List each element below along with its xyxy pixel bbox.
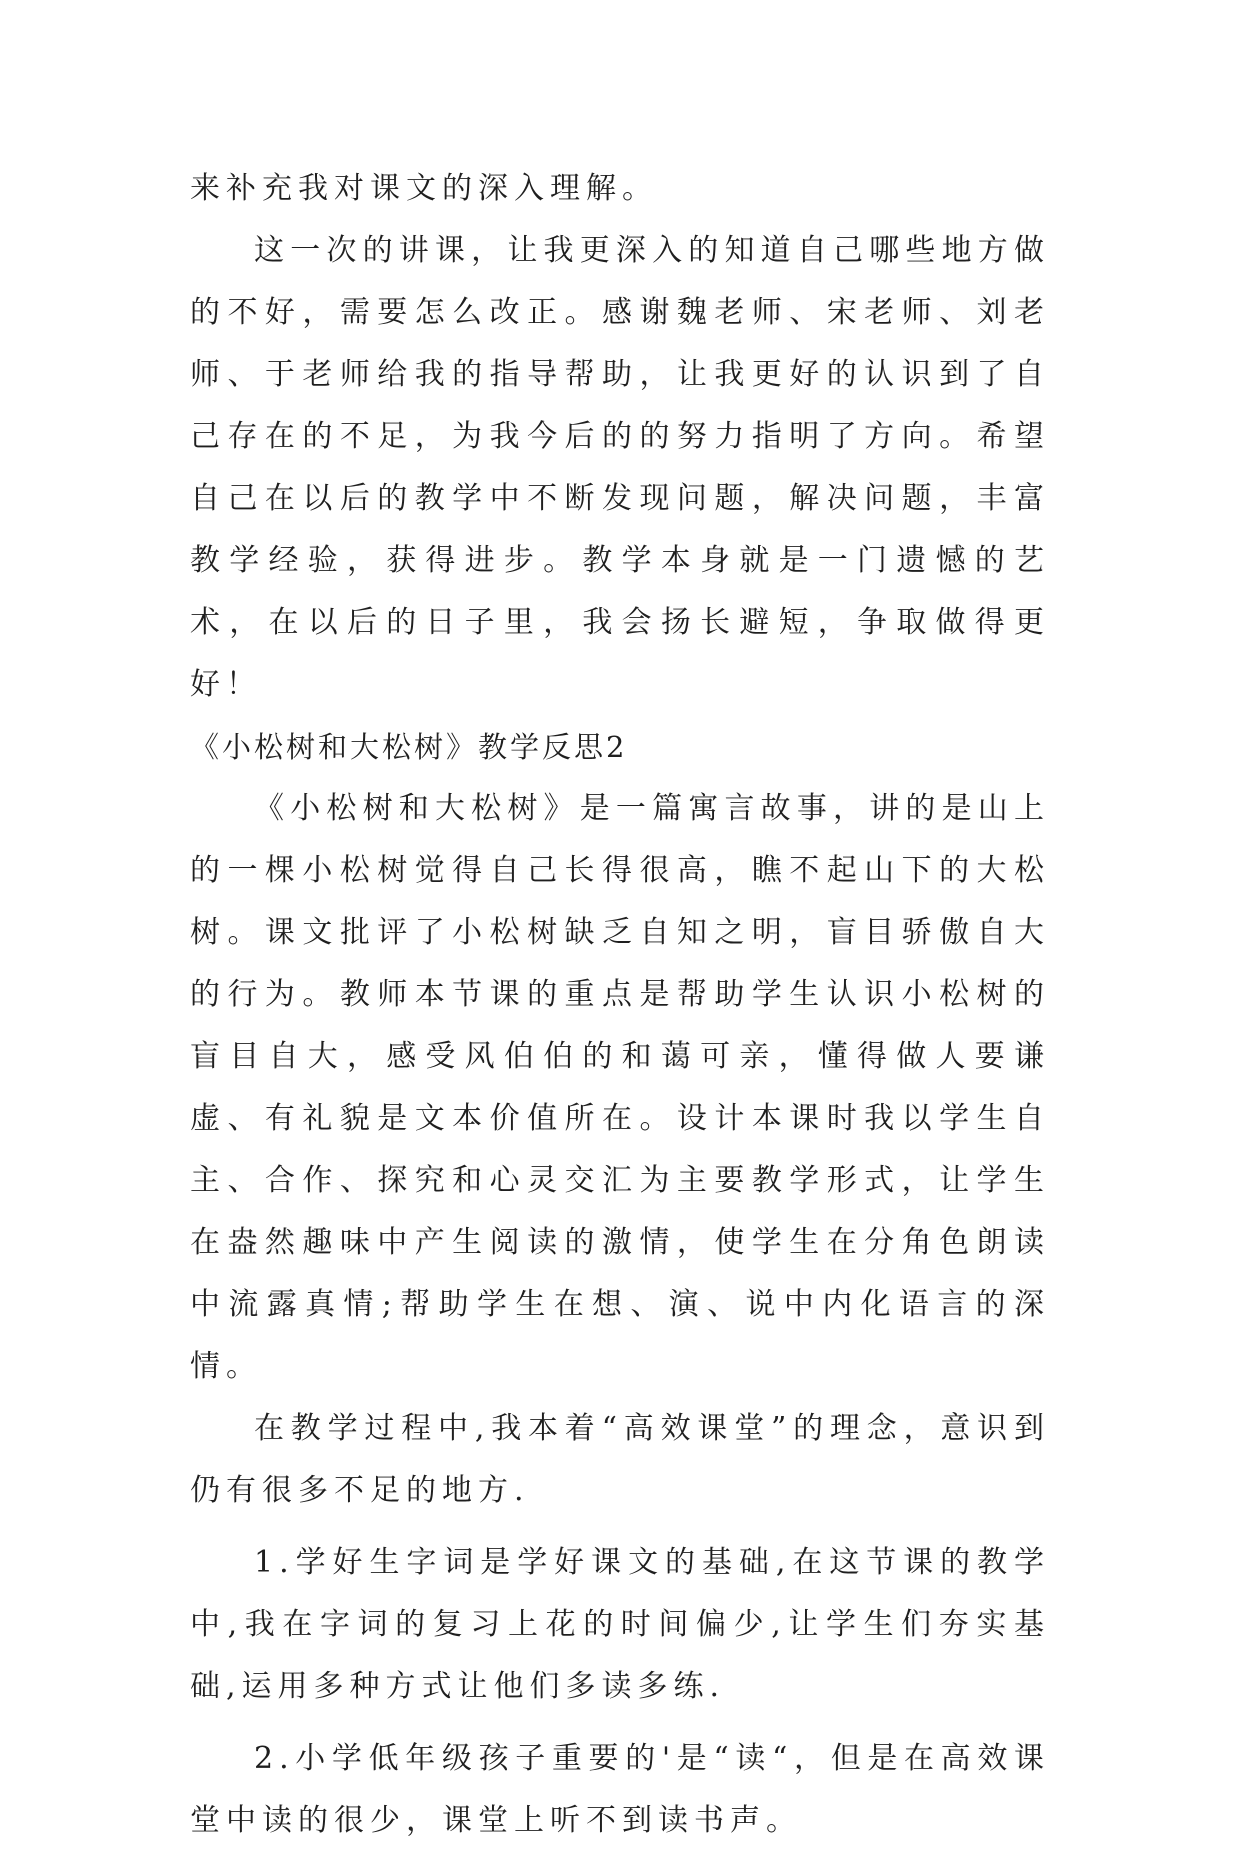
paragraph-point-1: 1.学好生字词是学好课文的基础,在这节课的教学中,我在字词的复习上花的时间偏少,让学生们夯实基础,运用多种方式让他们多读多练.: [190, 1545, 1050, 1704]
paragraph-reflection-1: 这一次的讲课，让我更深入的知道自己哪些地方做的不好，需要怎么改正。感谢魏老师、宋老师、刘老师、于老师给我的指导帮助，让我更好的认识到了自己存在的不足，为我今后的的努力指明了方向。希望自己在以后的教学中不断发现问题，解决问题，丰富教学经验，获得进步。教学本身就是一门遗憾的艺术，在以后的日子里，我会扬长避短，争取做得更好！: [190, 233, 1050, 702]
paragraph-lesson-intro: 《小松树和大松树》是一篇寓言故事，讲的是山上的一棵小松树觉得自己长得很高，瞧不起山下的大松树。课文批评了小松树缺乏自知之明，盲目骄傲自大的行为。教师本节课的重点是帮助学生认识小松树的盲目自大，感受风伯伯的和蔼可亲，懂得做人要谦虚、有礼貌是文本价值所在。设计本课时我以学生自主、合作、探究和心灵交汇为主要教学形式，让学生在盎然趣味中产生阅读的激情，使学生在分角色朗读中流露真情;帮助学生在想、演、说中内化语言的深情。: [190, 791, 1050, 1384]
paragraph-point-2: 2.小学低年级孩子重要的'是“读“，但是在高效课堂中读的很少，课堂上听不到读书声。: [190, 1741, 1050, 1838]
section-heading: 《小松树和大松树》教学反思2: [190, 730, 628, 764]
paragraph-continuation: 来补充我对课文的深入理解。: [190, 171, 658, 206]
paragraph-teaching-process: 在教学过程中,我本着“高效课堂”的理念，意识到仍有很多不足的地方.: [190, 1411, 1050, 1508]
document-body: [190, 158, 1050, 1852]
